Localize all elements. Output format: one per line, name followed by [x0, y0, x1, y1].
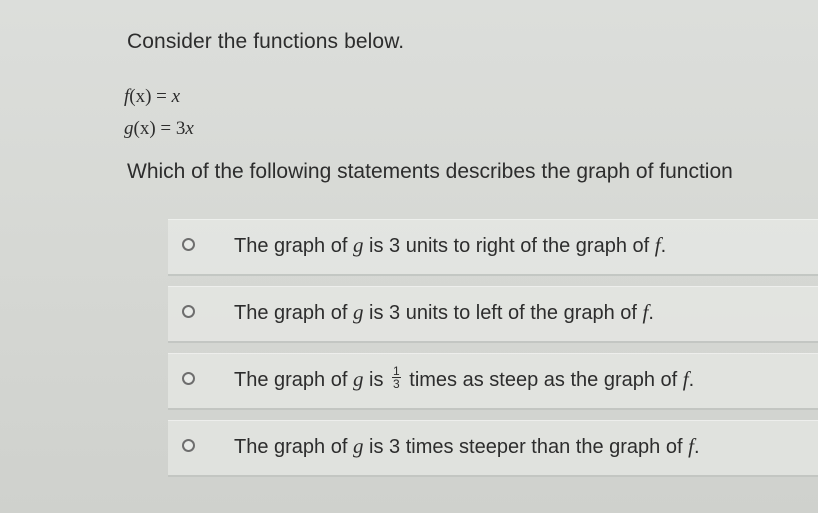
choice-2-var-g: g: [352, 300, 364, 324]
radio-button[interactable]: [182, 372, 195, 385]
choice-1-pre: The graph of: [234, 235, 353, 257]
choice-2[interactable]: [168, 286, 818, 343]
choice-1-text: [234, 233, 666, 258]
prompt-text: Consider the functions below.: [127, 30, 405, 53]
function-g-rhs: x: [185, 118, 194, 139]
choice-4-var-f: f: [688, 434, 694, 458]
choice-4-text: [234, 434, 700, 459]
radio-button[interactable]: [182, 305, 195, 318]
answer-choices: [168, 219, 818, 487]
choice-3-mid1: is: [363, 369, 390, 391]
choice-3-text: [234, 364, 695, 392]
choice-3[interactable]: [168, 353, 818, 410]
choice-2-mid: is 3 units to left of the graph of: [363, 302, 643, 324]
function-g: [124, 118, 194, 140]
function-g-args: (x) = 3: [133, 118, 186, 139]
choice-2-post: .: [648, 302, 654, 324]
function-f-rhs: x: [171, 86, 181, 107]
function-g-name: g: [124, 118, 134, 139]
choice-1[interactable]: [168, 219, 818, 276]
fraction-denominator: 3: [393, 377, 400, 392]
choice-4-var-g: g: [352, 434, 364, 458]
choice-1-mid: is 3 units to right of the graph of: [363, 235, 655, 257]
choice-2-pre: The graph of: [234, 302, 353, 324]
choice-3-post: .: [688, 369, 695, 391]
choice-1-var-g: g: [352, 233, 364, 257]
choice-4-mid: is 3 times steeper than the graph of: [363, 436, 689, 458]
choice-1-var-f: f: [654, 233, 661, 257]
choice-2-text: [234, 300, 654, 325]
question-text: Which of the following statements describes the graph of function: [127, 160, 733, 183]
choice-2-var-f: f: [642, 300, 649, 324]
choice-3-mid2: times as steep as the graph of: [403, 369, 683, 391]
choice-3-var-f: f: [682, 367, 689, 391]
function-f-name: f: [124, 86, 130, 107]
choice-3-pre: The graph of: [234, 369, 353, 391]
choice-4[interactable]: [168, 420, 818, 477]
radio-button[interactable]: [182, 439, 195, 452]
choice-1-post: .: [660, 235, 667, 257]
function-f: [124, 86, 180, 108]
fraction-numerator: 1: [393, 364, 400, 379]
choice-4-post: .: [693, 436, 700, 458]
choice-4-pre: The graph of: [234, 436, 353, 458]
radio-button[interactable]: [182, 238, 195, 251]
fraction-one-third: [392, 365, 401, 390]
function-f-args: (x) =: [129, 86, 172, 107]
choice-3-var-g: g: [352, 367, 364, 391]
